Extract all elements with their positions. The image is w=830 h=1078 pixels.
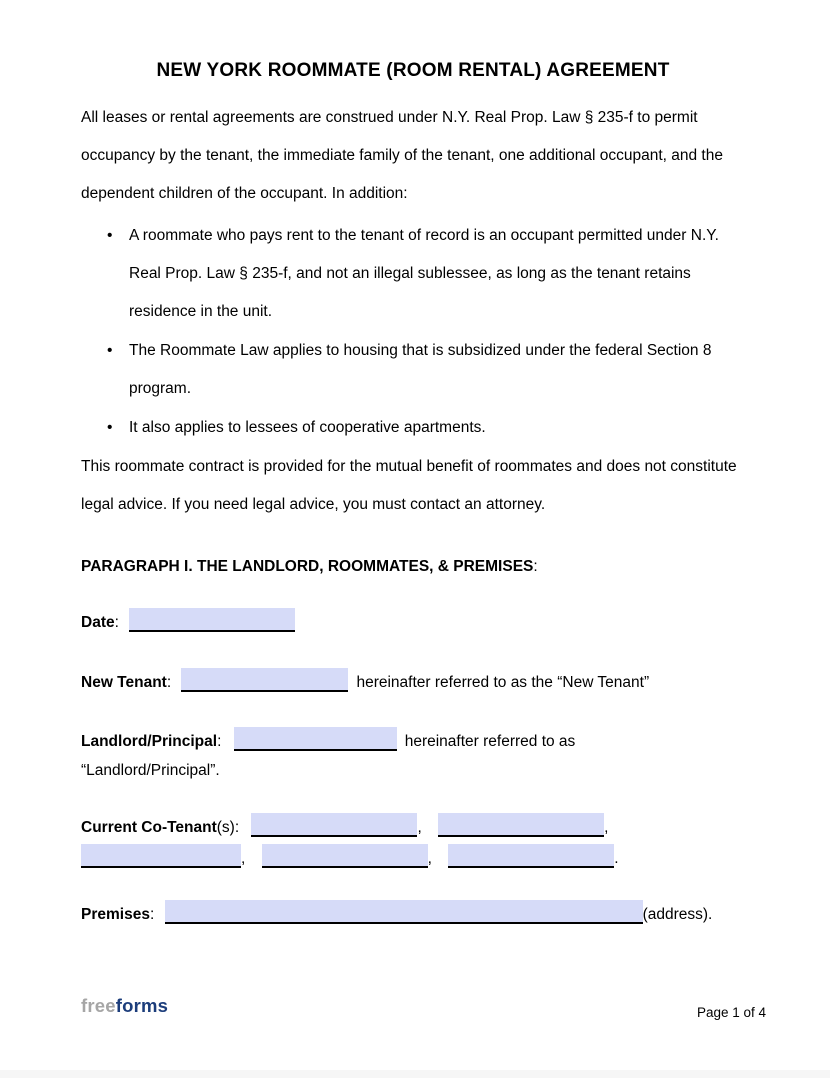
landlord-row (81, 727, 745, 756)
premises-suffix: (address). (642, 906, 713, 923)
landlord-row-line2 (81, 758, 745, 784)
co-tenant-field-2[interactable] (438, 813, 604, 837)
bullet-marker-icon: • (107, 419, 113, 436)
separator-comma: , (427, 850, 432, 867)
landlord-label: Landlord/Principal (81, 733, 218, 750)
co-tenant-colon: : (234, 819, 240, 836)
co-tenant-row (81, 813, 745, 842)
co-tenant-row-2 (81, 844, 745, 873)
document-title: NEW YORK ROOMMATE (ROOM RENTAL) AGREEMENT (156, 60, 670, 81)
freeforms-logo (81, 995, 168, 1017)
new-tenant-field[interactable] (181, 668, 348, 692)
landlord-suffix-line2: “Landlord/Principal”. (81, 762, 220, 779)
co-tenant-field-3[interactable] (81, 844, 241, 868)
bullet-item (81, 332, 745, 408)
bullet-marker-icon: • (107, 227, 113, 244)
page-bottom-edge (0, 1070, 830, 1078)
premises-row (81, 900, 745, 929)
section-heading (81, 557, 745, 577)
premises-label: Premises (81, 906, 150, 923)
bullet-text: A roommate who pays rent to the tenant of record is an occupant permitted under N.Y. Real Prop. Law § 235-f, and not an illegal sublessee, as long as the tenant retains residence in the unit. (129, 227, 719, 320)
premises-colon: : (149, 906, 155, 923)
document-content (81, 0, 745, 929)
landlord-colon: : (217, 733, 222, 750)
co-tenant-field-4[interactable] (262, 844, 428, 868)
logo-text-forms: forms (115, 995, 169, 1016)
bullet-text: The Roommate Law applies to housing that is subsidized under the federal Section 8 program. (129, 342, 712, 397)
date-field[interactable] (129, 608, 295, 632)
page-indicator: Page 1 of 4 (696, 1005, 766, 1020)
new-tenant-row (81, 668, 745, 697)
intro-paragraph: All leases or rental agreements are construed under N.Y. Real Prop. Law § 235-f to permit occupancy by the tenant, the immediate family of the tenant, one additional occupant, and the dependent children of the occupant. In addition: (81, 109, 723, 202)
separator-comma: , (241, 850, 246, 867)
section-heading-colon: : (533, 558, 538, 575)
landlord-field[interactable] (234, 727, 397, 751)
co-tenant-label: Current Co-Tenant (81, 819, 217, 836)
separator-period: . (614, 850, 619, 867)
new-tenant-suffix: hereinafter referred to as the “New Tenant” (356, 674, 650, 691)
bullet-text: It also applies to lessees of cooperative apartments. (129, 419, 486, 436)
separator-comma: , (604, 819, 609, 836)
logo-text-free: free (81, 995, 116, 1016)
disclaimer-paragraph: This roommate contract is provided for the mutual benefit of roommates and does not constitute legal advice. If you need legal advice, you must contact an attorney. (81, 458, 737, 513)
premises-field[interactable] (165, 900, 643, 924)
co-tenant-field-5[interactable] (448, 844, 614, 868)
section-heading-text: PARAGRAPH I. THE LANDLORD, ROOMMATES, & PREMISES (81, 558, 534, 575)
date-label: Date (81, 614, 115, 631)
date-colon: : (114, 614, 119, 631)
landlord-suffix: hereinafter referred to as (404, 733, 576, 750)
date-row (81, 608, 745, 637)
bullet-list (81, 217, 745, 447)
bullet-item (81, 409, 745, 447)
bullet-item (81, 217, 745, 331)
new-tenant-colon: : (166, 674, 172, 691)
co-tenant-label-paren: (s) (216, 819, 235, 836)
co-tenant-field-1[interactable] (251, 813, 417, 837)
separator-comma: , (417, 819, 422, 836)
bullet-marker-icon: • (107, 342, 113, 359)
new-tenant-label: New Tenant (81, 674, 167, 691)
